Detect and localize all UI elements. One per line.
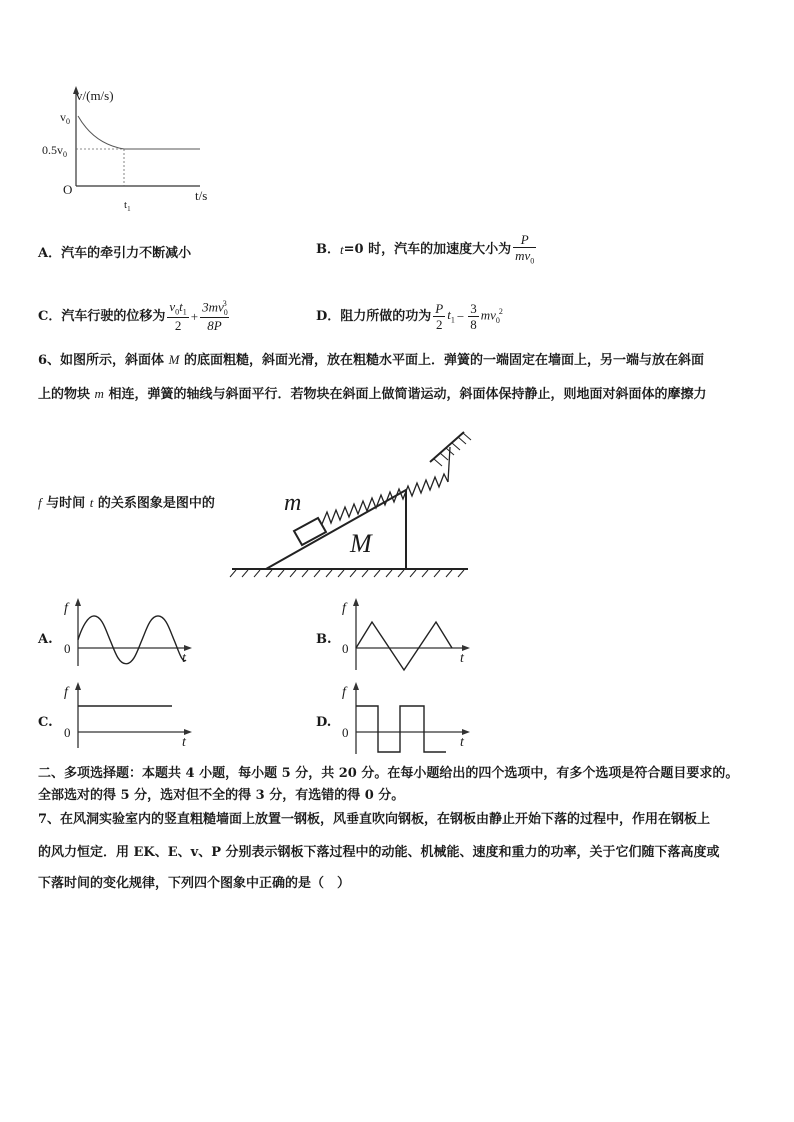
q5-option-c: C．汽车行驶的位移为 $\frac{v_0t_1}{2}$ + $\frac{3mv_0^3}{8P}$ <box>38 298 228 334</box>
q7-line-2: 的风力恒定．用 EK、E、v、P 分别表示钢板下落过程中的动能、机械能、速度和重力的功率，关于它们随下落高度或 <box>38 845 720 860</box>
origin-label: O <box>63 182 73 197</box>
svg-text:f: f <box>342 601 346 616</box>
option-a-label: A. <box>38 632 53 647</box>
wall-line <box>430 432 464 462</box>
q7-line-1: 7、在风洞实验室内的竖直粗糙墙面上放置一钢板，风垂直吹向钢板，在钢板由静止开始下落的过程中，作用在钢板上 <box>38 812 711 827</box>
svg-text:0: 0 <box>64 725 71 740</box>
svg-text:f: f <box>64 685 68 700</box>
option-b-graph <box>336 596 476 672</box>
triangle-wave <box>356 622 452 670</box>
q6-line-2: 上的物块 m 相连，弹簧的轴线与斜面平行．若物块在斜面上做简谐运动，斜面体保持静止，则地面对斜面体的摩擦力 <box>38 386 707 402</box>
svg-text:t: t <box>182 735 186 750</box>
incline-spring-figure <box>228 424 478 584</box>
block-m-label: m <box>284 490 302 516</box>
fraction-v0t1-over-2: $\frac{v_0t_1}{2}$ <box>169 298 187 334</box>
q6-line-3: f 与时间 t 的关系图象是图中的 <box>38 495 215 511</box>
option-d-label: D. <box>316 715 332 730</box>
svg-text:0: 0 <box>342 641 349 656</box>
incline-m-label: M <box>350 529 372 558</box>
fraction-3mv0cubed-over-8p: $\frac{3mv_0^3}{8P}$ <box>202 298 228 334</box>
svg-text:f: f <box>64 601 68 616</box>
wall-hatching <box>434 433 471 466</box>
svg-text:f: f <box>342 685 346 700</box>
q7-line-3: 下落时间的变化规律，下列四个图象中正确的是（ ） <box>38 876 351 891</box>
svg-text:0: 0 <box>64 641 71 656</box>
section2-line-1: 二、多项选择题：本题共 4 小题，每小题 5 分，共 20 分。在每小题给出的四个选项中，有多个选项是符合题目要求的。 <box>38 766 739 781</box>
svg-text:0: 0 <box>342 725 349 740</box>
v0-label: $v_0$ <box>60 110 70 126</box>
option-a-graph <box>58 596 198 668</box>
fraction-p-over-mv0: $\frac{P}{mv_0}$ <box>515 231 535 266</box>
svg-text:t: t <box>182 651 186 666</box>
square-wave <box>356 706 446 752</box>
velocity-curve <box>78 116 200 149</box>
option-c-graph <box>58 680 198 750</box>
fraction-p-over-2: $\frac{P}{2}$ <box>435 300 444 332</box>
option-b-label: B. <box>316 632 332 647</box>
q6-line-1: 6、如图所示，斜面体 M 的底面粗糙，斜面光滑，放在粗糙水平面上．弹簧的一端固定在墙面上，另一端与放在斜面 <box>38 352 704 368</box>
option-d-graph <box>336 680 476 756</box>
fraction-3-over-8: $\frac{3}{8}$ <box>470 300 477 332</box>
svg-text:t: t <box>460 735 464 750</box>
x-axis-label: t/s <box>195 188 208 203</box>
q5-option-d: D．阻力所做的功为 $\frac{P}{2}$ $t_1$ − $\frac{3}{8}$ $mv_0^2$ <box>316 300 503 332</box>
y-axis-label: v/(m/s) <box>76 88 114 103</box>
svg-text:t: t <box>460 651 464 666</box>
ground-hatching <box>230 570 464 577</box>
sine-wave <box>78 616 186 664</box>
q5-option-b: B． t =0 时，汽车的加速度大小为 $\frac{P}{mv_0}$ <box>316 231 535 266</box>
half-v0-label: $0.5v_0$ <box>42 143 67 159</box>
q5-option-a: A．汽车的牵引力不断减小 <box>38 246 192 261</box>
option-c-label: C. <box>38 715 53 730</box>
section2-line-2: 全部选对的得 5 分，选对但不全的得 3 分，有选错的得 0 分。 <box>38 788 405 803</box>
t1-label: $t_1$ <box>124 199 131 212</box>
velocity-time-graph <box>40 82 230 212</box>
